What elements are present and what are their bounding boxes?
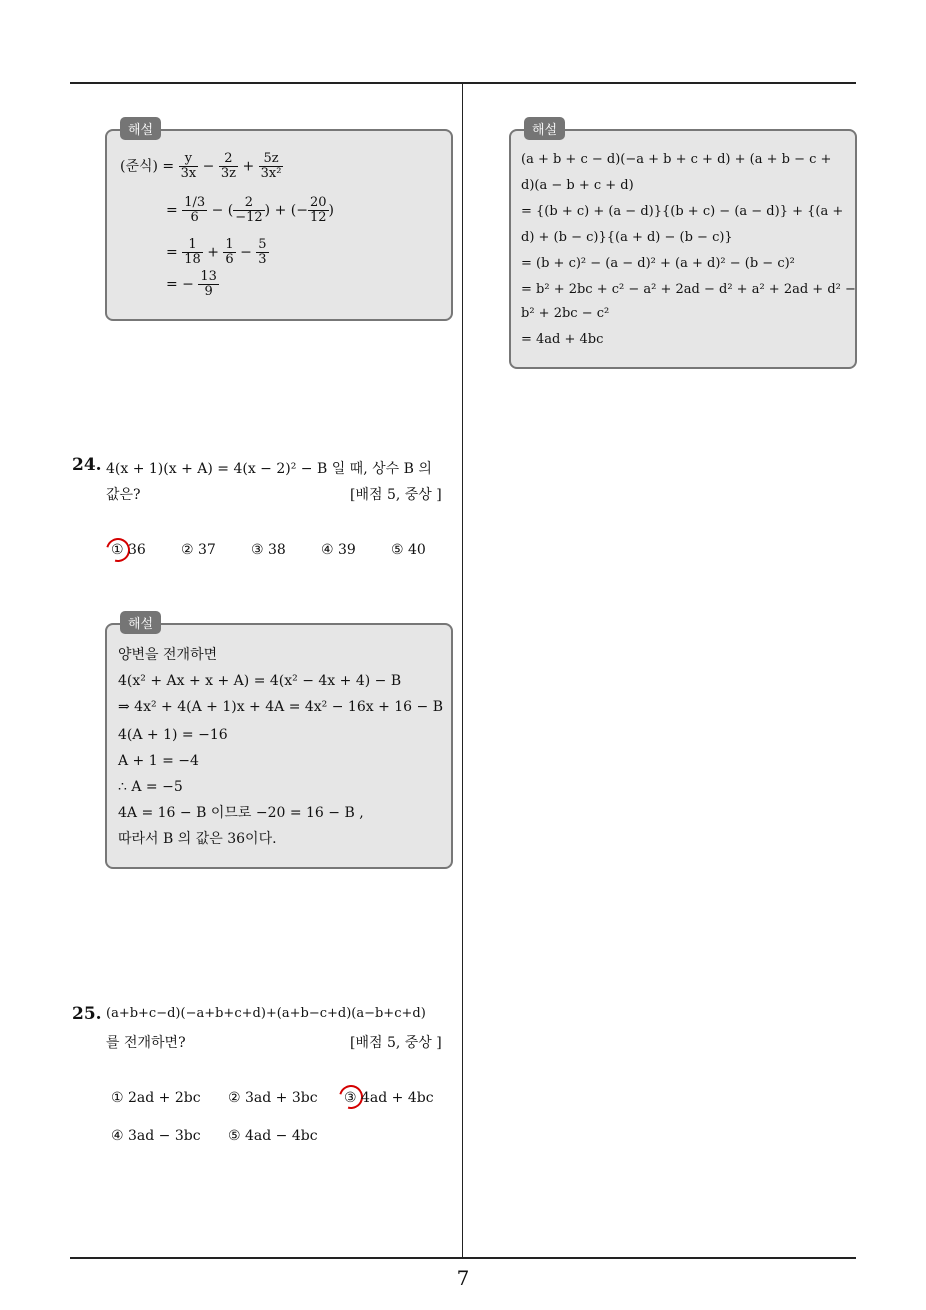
question-25-text-line-1: (a+b+c−d)(−a+b+c+d)+(a+b−c+d)(a−b+c+d): [106, 1006, 426, 1021]
question-25-text-line-2: 를 전개하면?: [106, 1035, 186, 1051]
question-number-25: 25.: [72, 1004, 102, 1024]
top-rule: [70, 82, 856, 84]
option-5[interactable]: ⑤ 4ad − 4bc: [228, 1128, 318, 1144]
solution-1-line-3: = $\frac{1}{18}$ + $\frac{1}{6}$ − $\frac{5}{3}$: [166, 237, 267, 267]
solution-25-line-3: = {(b + c) + (a − d)}{(b + c) − (a − d)} + {(a +: [521, 204, 844, 219]
solution-25-line-6: = b² + 2bc + c² − a² + 2ad − d² + a² + 2ad + d² −: [521, 282, 856, 297]
fraction: $\frac{2}{3z}$: [220, 151, 236, 181]
fraction: $\frac{5}{3}$: [258, 237, 267, 267]
solution-24-line-2: 4(x² + Ax + x + A) = 4(x² − 4x + 4) − B: [118, 673, 402, 689]
fraction: $\frac{1}{18}$: [184, 237, 201, 267]
column-divider: [462, 84, 463, 1258]
solution-tag: 해설: [120, 117, 161, 140]
solution-24-line-6: ∴ A = −5: [118, 779, 183, 795]
solution-24-line-8: 따라서 B 의 값은 36이다.: [118, 831, 277, 847]
fraction: $\frac{2}{-12}$: [235, 195, 263, 225]
question-24-score: [배점 5, 중상 ]: [350, 487, 442, 503]
solution-tag: 해설: [120, 611, 161, 634]
question-24-text-line-2: 값은?: [106, 487, 141, 503]
solution-1-line-2: = $\frac{1/3}{6}$ − ( $\frac{2}{-12}$ ) + (− $\frac{20}{12}$ ): [166, 195, 334, 225]
solution-24-line-5: A + 1 = −4: [118, 753, 199, 769]
solution-25-line-2: d)(a − b + c + d): [521, 178, 634, 193]
question-25-score: [배점 5, 중상 ]: [350, 1035, 442, 1051]
fraction: $\frac{5z}{\text{3x²}}$: [260, 151, 282, 181]
question-number-24: 24.: [72, 455, 102, 475]
option-4[interactable]: ④ 3ad − 3bc: [111, 1128, 201, 1144]
option-1[interactable]: ① 36: [111, 542, 146, 558]
solution-1-line-4: = − $\frac{13}{9}$: [166, 269, 217, 299]
question-24-text-line-1: 4(x + 1)(x + A) = 4(x − 2)² − B 일 때, 상수 B 의: [106, 461, 432, 477]
solution-24-line-4: 4(A + 1) = −16: [118, 727, 228, 743]
page-number: 7: [456, 1266, 470, 1290]
solution-1-line-1: (준식) = $\frac{y}{3x}$ − $\frac{2}{3z}$ + $\frac{5z}{\text{3x²}}$: [120, 151, 282, 181]
option-1[interactable]: ① 2ad + 2bc: [111, 1090, 201, 1106]
option-2[interactable]: ② 37: [181, 542, 216, 558]
solution-tag: 해설: [524, 117, 565, 140]
solution-25-line-1: (a + b + c − d)(−a + b + c + d) + (a + b − c +: [521, 152, 832, 167]
solution-25-line-4: d) + (b − c)}{(a + d) − (b − c)}: [521, 230, 733, 245]
option-4[interactable]: ④ 39: [321, 542, 356, 558]
fraction: $\frac{13}{9}$: [200, 269, 217, 299]
fraction: $\frac{1/3}{6}$: [184, 195, 206, 225]
solution-25-line-8: = 4ad + 4bc: [521, 332, 604, 347]
solution-24-line-3: ⇒ 4x² + 4(A + 1)x + 4A = 4x² − 16x + 16 − B: [118, 699, 444, 715]
solution-24-line-1: 양변을 전개하면: [118, 647, 218, 663]
option-3[interactable]: ③ 4ad + 4bc: [344, 1090, 434, 1106]
fraction: $\frac{20}{12}$: [309, 195, 327, 225]
solution-24-line-7: 4A = 16 − B 이므로 −20 = 16 − B ,: [118, 805, 364, 821]
option-2[interactable]: ② 3ad + 3bc: [228, 1090, 318, 1106]
fraction: $\frac{y}{3x}$: [180, 151, 197, 181]
fraction: $\frac{1}{6}$: [225, 237, 234, 267]
option-3[interactable]: ③ 38: [251, 542, 286, 558]
solution-25-line-7: b² + 2bc − c²: [521, 306, 610, 321]
solution-25-line-5: = (b + c)² − (a − d)² + (a + d)² − (b − c)²: [521, 256, 795, 271]
bottom-rule: [70, 1257, 856, 1259]
option-5[interactable]: ⑤ 40: [391, 542, 426, 558]
